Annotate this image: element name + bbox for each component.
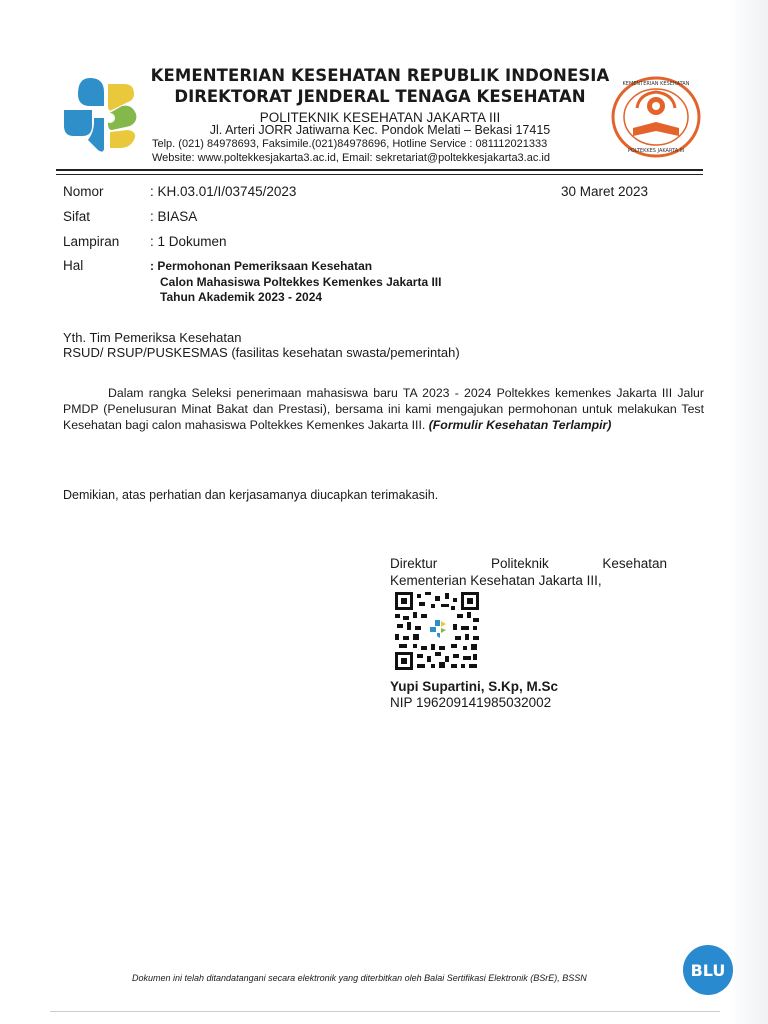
qr-code-icon [395,592,479,670]
page-bottom-rule [50,1011,720,1012]
sig-title-b: Politeknik [490,556,549,571]
institution-address: Jl. Arteri JORR Jatiwarna Kec. Pondok Melati – Bekasi 17415 [209,123,551,137]
signature-title-line-2: Kementerian Kesehatan Jakarta III, [390,573,602,588]
lampiran-label: Lampiran [63,234,120,249]
ministry-title: KEMENTERIAN KESEHATAN REPUBLIK INDONESIA [150,66,610,85]
hal-line-3: Tahun Akademik 2023 - 2024 [160,290,323,304]
sifat-label: Sifat [63,209,91,224]
hal-line-2: Calon Mahasiswa Poltekkes Kemenkes Jakarta III [160,274,442,289]
body-text: Dalam rangka Seleksi penerimaan mahasiswa baru TA 2023 - 2024 Poltekkes kemenkes Jakarta III Jalur PMDP (Penelusuran Minat Bakat dan Prestasi), bersama ini kami mengajukan permohonan untuk melakukan Test Kesehatan bagi calon mahasiswa Poltekkes Kemenkes Jakarta III. [63,386,704,432]
recipient-line-1: Yth. Tim Pemeriksa Kesehatan [63,330,242,345]
svg-text:POLTEKKES JAKARTA III: POLTEKKES JAKARTA III [627,148,685,154]
institution-contact: Telp. (021) 84978693, Faksimile.(021)84978696, Hotline Service : 081112021333 [152,138,548,150]
directorate-title: DIREKTORAT JENDERAL TENAGA KESEHATAN [174,87,586,106]
blu-badge-icon [683,945,733,995]
institution-name: POLITEKNIK KESEHATAN JAKARTA III [259,110,501,125]
letter-date: 30 Maret 2023 [561,184,649,199]
sig-title-c: Kesehatan [602,556,667,571]
institution-web: Website: www.poltekkesjakarta3.ac.id, Email: sekretariat@poltekkesjakarta3.ac.id [152,152,550,164]
sifat-value: : BIASA [150,209,198,224]
letterhead-rule-thin [56,174,703,175]
nomor-label: Nomor [63,184,104,199]
e-signature-note: Dokumen ini telah ditandatangani secara elektronik yang diterbitkan oleh Balai Sertifikasi Elektronik (BSrE), BSSN [132,973,587,983]
nomor-value: : KH.03.01/I/03745/2023 [150,184,297,199]
blu-badge-label: BLU [690,960,726,980]
signature-title-line-1 [390,556,667,571]
hal-line-1: : Permohonan Pemeriksaan Kesehatan [150,259,373,273]
hal-label: Hal [63,258,84,273]
body-paragraph [63,385,704,433]
hal-subject [150,259,441,306]
svg-text:KEMENTERIAN KESEHATAN: KEMENTERIAN KESEHATAN [622,81,690,87]
recipient-line-2: RSUD/ RSUP/PUSKESMAS (fasilitas kesehatan swasta/pemerintah) [63,345,460,360]
scan-edge-shadow [728,0,768,1024]
sig-title-a: Direktur [390,556,438,571]
signer-name: Yupi Supartini, S.Kp, M.Sc [390,679,559,694]
letterhead-rule-thick [56,169,703,171]
body-emphasis: (Formulir Kesehatan Terlampir) [428,418,612,432]
signer-nip: NIP 196209141985032002 [390,695,552,710]
lampiran-value: : 1 Dokumen [150,234,227,249]
closing-line: Demikian, atas perhatian dan kerjasamanya diucapkan terimakasih. [63,488,439,502]
